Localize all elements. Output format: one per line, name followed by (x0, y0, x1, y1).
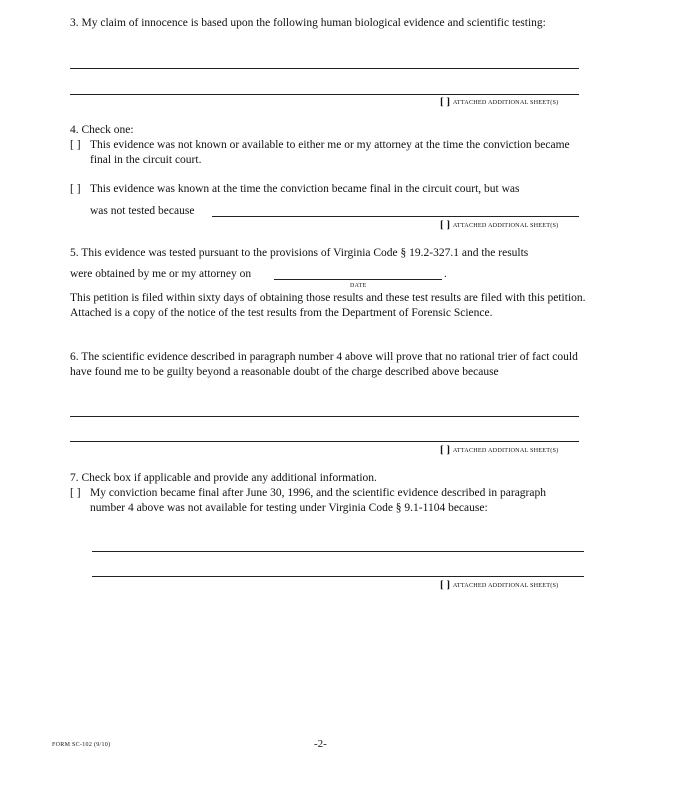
section-5-petition-text: This petition is filed within sixty days of obtaining those results and these test results are filed with this petition. Attached is a copy of the notice of the test results from the Department of Forensic Science. (70, 292, 586, 319)
section-4-option-2-text: This evidence was known at the time the conviction became final in the circuit court, but was (90, 183, 520, 195)
section-3-answer-line-1[interactable] (70, 68, 579, 69)
section-7-answer-line-1[interactable] (92, 551, 584, 552)
section-4-option-2-checkbox[interactable]: [ ] (70, 183, 81, 195)
section-3-attached-checkbox[interactable]: [ ] (440, 96, 451, 108)
section-6-answer-line-2[interactable] (70, 441, 579, 442)
section-4-attached-sheets: [ ] ATTACHED ADDITIONAL SHEET(S) (440, 219, 559, 231)
page-number: -2- (314, 738, 327, 750)
section-7-checkbox[interactable]: [ ] (70, 487, 81, 499)
section-4-heading: 4. Check one: (70, 124, 134, 136)
section-4-attached-checkbox[interactable]: [ ] (440, 219, 451, 231)
section-5-line-1: 5. This evidence was tested pursuant to the provisions of Virginia Code § 19.2-327.1 and the results (70, 247, 529, 259)
section-3-text: 3. My claim of innocence is based upon the following human biological evidence and scientific testing: (70, 17, 546, 29)
section-5-date-line[interactable] (274, 279, 442, 280)
section-6-attached-checkbox[interactable]: [ ] (440, 444, 451, 456)
section-6-text: 6. The scientific evidence described in paragraph number 4 above will prove that no rational trier of fact could have found me to be guilty beyond a reasonable doubt of the charge described above because (70, 351, 578, 378)
section-7-answer-line-2[interactable] (92, 576, 584, 577)
section-7-attached-checkbox[interactable]: [ ] (440, 579, 451, 591)
section-4-option-1-checkbox[interactable]: [ ] (70, 139, 81, 151)
section-4-option-1-text: This evidence was not known or available to either me or my attorney at the time the conviction became final in the circuit court. (90, 139, 570, 166)
section-5-period: . (444, 268, 447, 280)
section-6-answer-line-1[interactable] (70, 416, 579, 417)
section-3-attached-sheets: [ ] ATTACHED ADDITIONAL SHEET(S) (440, 96, 559, 108)
section-7-option-text: My conviction became final after June 30, 1996, and the scientific evidence described in paragraph number 4 above was not available for testing under Virginia Code § 9.1-1104 because: (90, 487, 546, 514)
section-5-line-2: were obtained by me or my attorney on (70, 268, 252, 280)
section-4-option-2-text-2: was not tested because (90, 205, 195, 217)
section-7-heading: 7. Check box if applicable and provide any additional information. (70, 472, 377, 484)
section-5-date-label: DATE (350, 283, 367, 289)
form-id: FORM SC-102 (9/10) (52, 742, 111, 748)
section-3-answer-line-2[interactable] (70, 94, 579, 95)
section-6-attached-sheets: [ ] ATTACHED ADDITIONAL SHEET(S) (440, 444, 559, 456)
section-7-attached-sheets: [ ] ATTACHED ADDITIONAL SHEET(S) (440, 579, 559, 591)
section-4-reason-line[interactable] (212, 216, 579, 217)
